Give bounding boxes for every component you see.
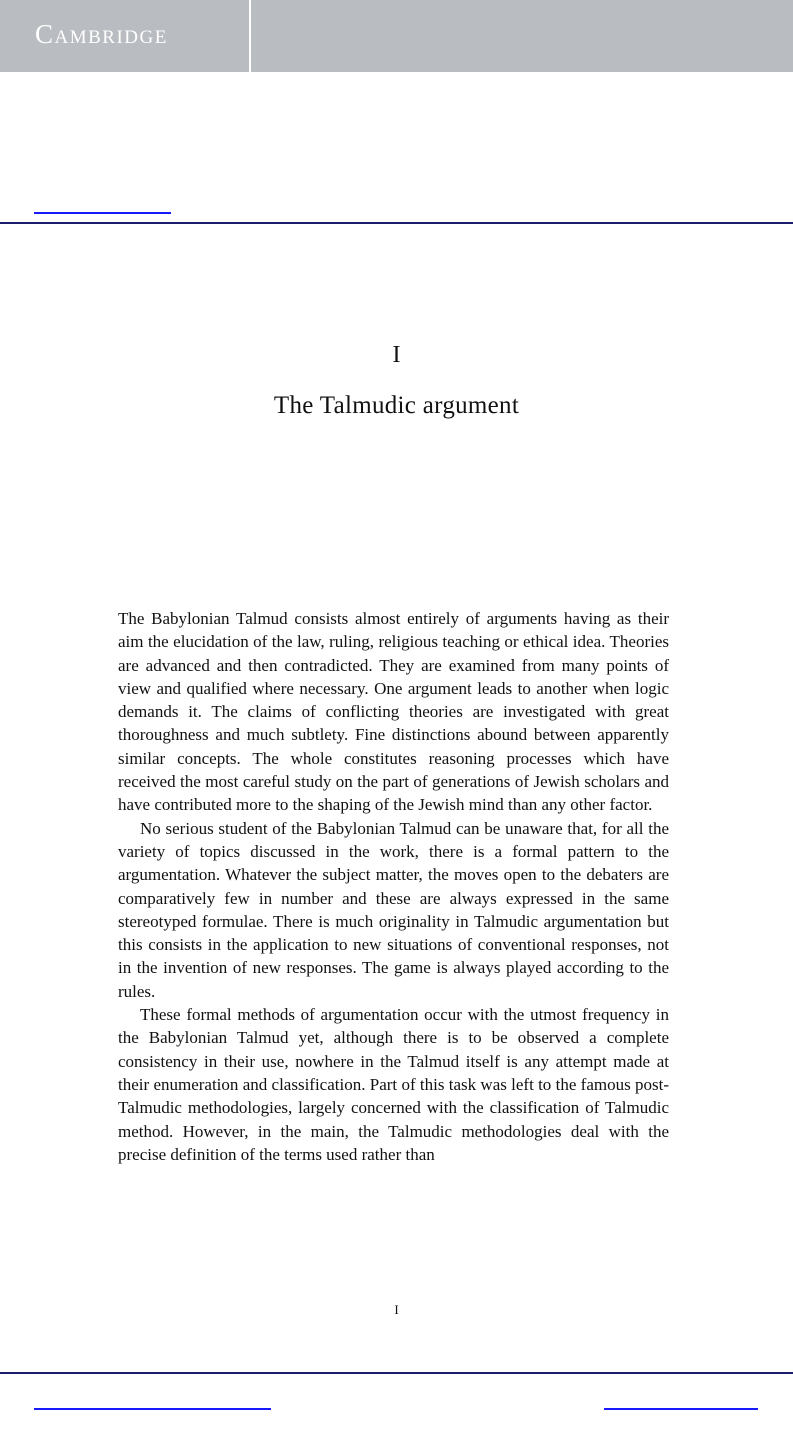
bottom-rule	[0, 1372, 793, 1374]
paragraph: No serious student of the Babylonian Talmud can be unaware that, for all the variety of topics discussed in the work, there is a formal pattern to the argumentation. Whatever the subject matter, the moves open to the debaters are comparatively few in number and these are always expressed in the same stereotyped formulae. There is much originality in Talmudic argumentation but this consists in the application to new situations of conventional responses, not in the invention of new responses. The game is always played according to the rules.	[118, 818, 669, 1001]
footer-link-left[interactable]	[34, 1408, 271, 1410]
footer-link-right[interactable]	[604, 1408, 758, 1410]
header-divider	[249, 0, 251, 72]
header-bar	[0, 0, 793, 72]
chapter-number: I	[392, 342, 401, 368]
publisher-logo[interactable]: Cambridge	[35, 19, 168, 49]
paragraph: The Babylonian Talmud consists almost entirely of arguments having as their aim the elucidation of the law, ruling, religious teaching or ethical idea. Theories are advanced and then contradicted. They are examined from many points of view and qualified where necessary. One argument leads to another when logic demands it. The claims of conflicting theories are investigated with great thoroughness and much subtlety. Fine distinctions abound between apparently similar concepts. The whole constitutes reasoning processes which have received the most careful study on the part of generations of Jewish scholars and have contributed more to the shaping of the Jewish mind than any other factor.	[118, 609, 669, 815]
top-rule	[0, 222, 793, 224]
paragraph: These formal methods of argumentation occur with the utmost frequency in the Babylonian Talmud yet, although there is to be observed a complete consistency in their use, nowhere in the Talmud itself is any attempt made at their enumeration and classification. Part of this task was left to the famous post-Talmudic methodologies, largely concerned with the classification of Talmudic method. However, in the main, the Talmudic methodologies deal with the precise definition of the terms used rather than	[118, 1005, 669, 1164]
page-number: I	[394, 1302, 399, 1317]
chapter-title: The Talmudic argument	[273, 392, 520, 419]
body-text	[118, 607, 669, 1166]
header-link-underline[interactable]	[34, 212, 171, 214]
